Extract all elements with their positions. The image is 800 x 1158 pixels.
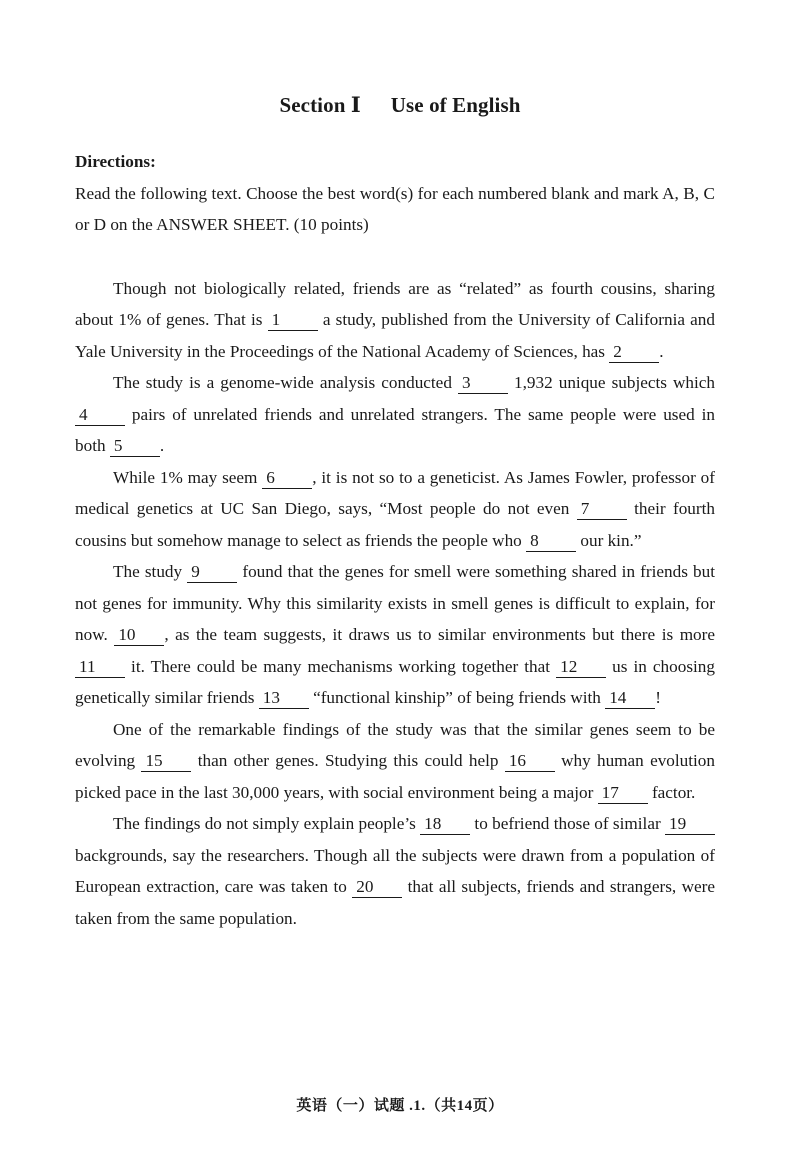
passage-text: it. There could be many mechanisms working together that xyxy=(125,656,557,676)
section-title xyxy=(0,92,800,118)
passage-text: us in choosing genetically similar friends xyxy=(75,656,715,707)
passage-text: pairs of unrelated friends and unrelated strangers. The same people were used in both xyxy=(75,404,715,455)
blank-4: 4 xyxy=(75,405,125,426)
passage-text: One of the remarkable findings of the study was that the similar genes seem to be evolving xyxy=(75,719,715,770)
paragraph-2 xyxy=(75,367,715,462)
passage-text: our kin.” xyxy=(576,530,642,550)
passage-text: 1,932 unique subjects which xyxy=(507,373,716,392)
passage-text: ! xyxy=(655,688,661,707)
passage-text: Though not biologically related, friends are as “related” as fourth cousins, sharing about 1% of genes. That is xyxy=(75,278,715,329)
passage-text: The study xyxy=(113,562,188,581)
blank-8: 8 xyxy=(526,531,576,552)
blank-19: 19 xyxy=(665,814,715,835)
blank-15: 15 xyxy=(141,751,191,772)
cloze-passage xyxy=(75,273,715,935)
passage-text: that all subjects, friends and strangers, were taken from the same population. xyxy=(75,877,716,928)
passage-text: , as the team suggests, it draws us to similar environments but there is more xyxy=(164,625,716,644)
passage-text: While 1% may seem xyxy=(113,467,263,487)
passage-text: their fourth cousins but somehow manage to select as friends the people who xyxy=(75,499,715,550)
page-footer: 英语（一）试题 .1.（共14页） xyxy=(296,1098,504,1114)
blank-6: 6 xyxy=(262,468,312,489)
blank-2: 2 xyxy=(609,342,659,363)
section-number: Section Ⅰ xyxy=(279,93,361,117)
passage-text: found that the genes for smell were something shared in friends but not genes for immunity. Why this similarity exists in smell genes is difficult to explain, for now. xyxy=(75,562,716,644)
directions-heading: Directions: xyxy=(75,152,156,171)
directions-text: Read the following text. Choose the best word(s) for each numbered blank and mark A, B, C or D on the ANSWER SHEET. (10 points) xyxy=(75,183,715,234)
blank-18: 18 xyxy=(420,814,470,835)
blank-14: 14 xyxy=(605,688,655,709)
blank-17: 17 xyxy=(598,783,648,804)
paragraph-5 xyxy=(75,714,715,809)
passage-text: to befriend those of similar xyxy=(470,814,665,833)
passage-text: The study is a genome-wide analysis conducted xyxy=(113,373,458,392)
paragraph-1 xyxy=(75,273,715,368)
blank-1: 1 xyxy=(268,310,318,331)
passage-text: , it is not so to a geneticist. As James Fowler, professor of medical genetics at UC San Diego, says, “Most people do not even xyxy=(75,467,715,518)
passage-text: . xyxy=(659,341,664,361)
passage-text: “functional kinship” of being friends with xyxy=(308,688,606,707)
passage-text: than other genes. Studying this could help xyxy=(191,751,505,770)
section-name: Use of English xyxy=(390,93,521,117)
paragraph-4 xyxy=(75,556,715,714)
blank-3: 3 xyxy=(458,373,508,394)
blank-20: 20 xyxy=(352,877,402,898)
blank-5: 5 xyxy=(110,436,160,457)
blank-13: 13 xyxy=(259,688,309,709)
passage-text: a study, published from the University of California and Yale University in the Proceedings of the National Academy of Sciences, has xyxy=(75,310,715,361)
passage-text: backgrounds, say the researchers. Though all the subjects were drawn from a population of European extraction, care was taken to xyxy=(75,845,715,896)
blank-16: 16 xyxy=(505,751,555,772)
blank-12: 12 xyxy=(556,657,606,678)
passage-text: why human evolution picked pace in the last 30,000 years, with social environment being a major xyxy=(75,751,715,802)
paragraph-3 xyxy=(75,462,715,557)
main-content xyxy=(75,146,715,934)
blank-7: 7 xyxy=(577,499,627,520)
blank-9: 9 xyxy=(187,562,237,583)
passage-text: The findings do not simply explain people’s xyxy=(113,814,421,833)
passage-text: . xyxy=(159,436,165,455)
paragraph-6 xyxy=(75,808,715,934)
passage-text: factor. xyxy=(647,782,696,802)
blank-11: 11 xyxy=(75,657,125,678)
blank-10: 10 xyxy=(114,625,164,646)
